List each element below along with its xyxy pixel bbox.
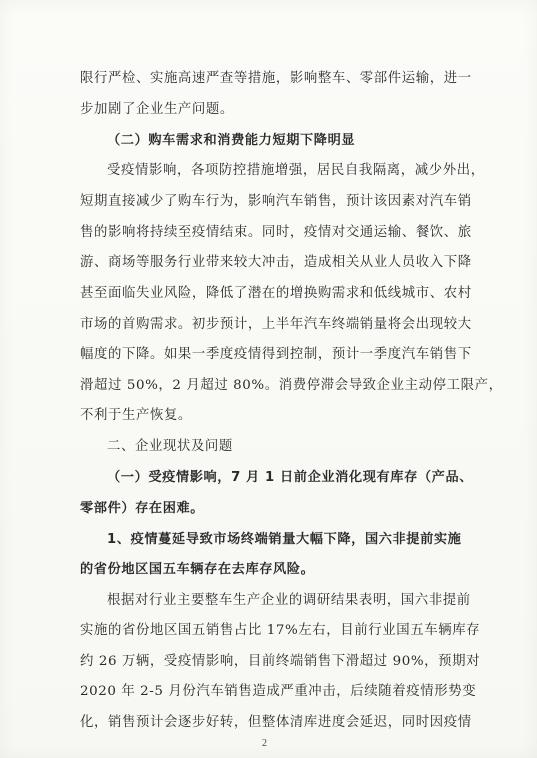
body-text-line: 游、商场等服务行业带来较大冲击，造成相关从业人员收入下降 xyxy=(80,255,472,270)
body-text-line: 约 26 万辆，受疫情影响，目前终端销售下滑超过 90%，预期对 xyxy=(80,654,481,669)
body-text-line: 根据对行业主要整车生产企业的调研结果表明，国六非提前 xyxy=(107,593,471,608)
body-text-line: 受疫情影响，各项防控措施增强，居民自我隔离，减少外出， xyxy=(107,163,485,178)
subsection-heading: 1、疫情蔓延导致市场终端销量大幅下降，国六非提前实施 xyxy=(107,532,462,547)
chapter-heading: 二、企业现状及问题 xyxy=(107,439,233,454)
body-text-line: 2020 年 2-5 月份汽车销售造成严重冲击，后续随着疫情形势变 xyxy=(80,684,477,699)
body-text-line: 甚至面临失业风险，降低了潜在的增换购需求和低线城市、农村 xyxy=(80,286,472,301)
body-text-line: 限行严检、实施高速严查等措施，影响整车、零部件运输，进一 xyxy=(80,71,472,86)
subsection-heading-continued: 的省份地区国五车辆存在去库存风险。 xyxy=(80,562,315,577)
body-text-line: 短期直接减少了购车行为，影响汽车销售，预计该因素对汽车销 xyxy=(80,194,472,209)
section-heading-continued: 零部件）存在困难。 xyxy=(80,501,205,516)
body-text-line: 市场的首购需求。初步预计，上半年汽车终端销量将会出现较大 xyxy=(80,317,472,332)
body-text-line: 化，销售预计会逐步好转，但整体清库进度会延迟，同时因疫情 xyxy=(80,715,472,730)
body-text-line: 幅度的下降。如果一季度疫情得到控制，预计一季度汽车销售下 xyxy=(80,347,472,362)
page-number: 2 xyxy=(262,738,267,749)
body-text-line: 步加剧了企业生产问题。 xyxy=(80,102,234,117)
body-text-line: 不利于生产恢复。 xyxy=(80,408,192,423)
body-text-line: 滑超过 50%，2 月超过 80%。消费停滞会导致企业主动停工限产， xyxy=(80,378,503,393)
section-heading: （二）购车需求和消费能力短期下降明显 xyxy=(107,133,356,148)
body-text-line: 售的影响将持续至疫情结束。同时，疫情对交通运输、餐饮、旅 xyxy=(80,225,472,240)
body-text-line: 实施的省份地区国五销售占比 17%左右，目前行业国五车辆库存 xyxy=(80,623,481,638)
section-heading: （一）受疫情影响，7 月 1 日前企业消化现有库存（产品、 xyxy=(107,470,474,485)
